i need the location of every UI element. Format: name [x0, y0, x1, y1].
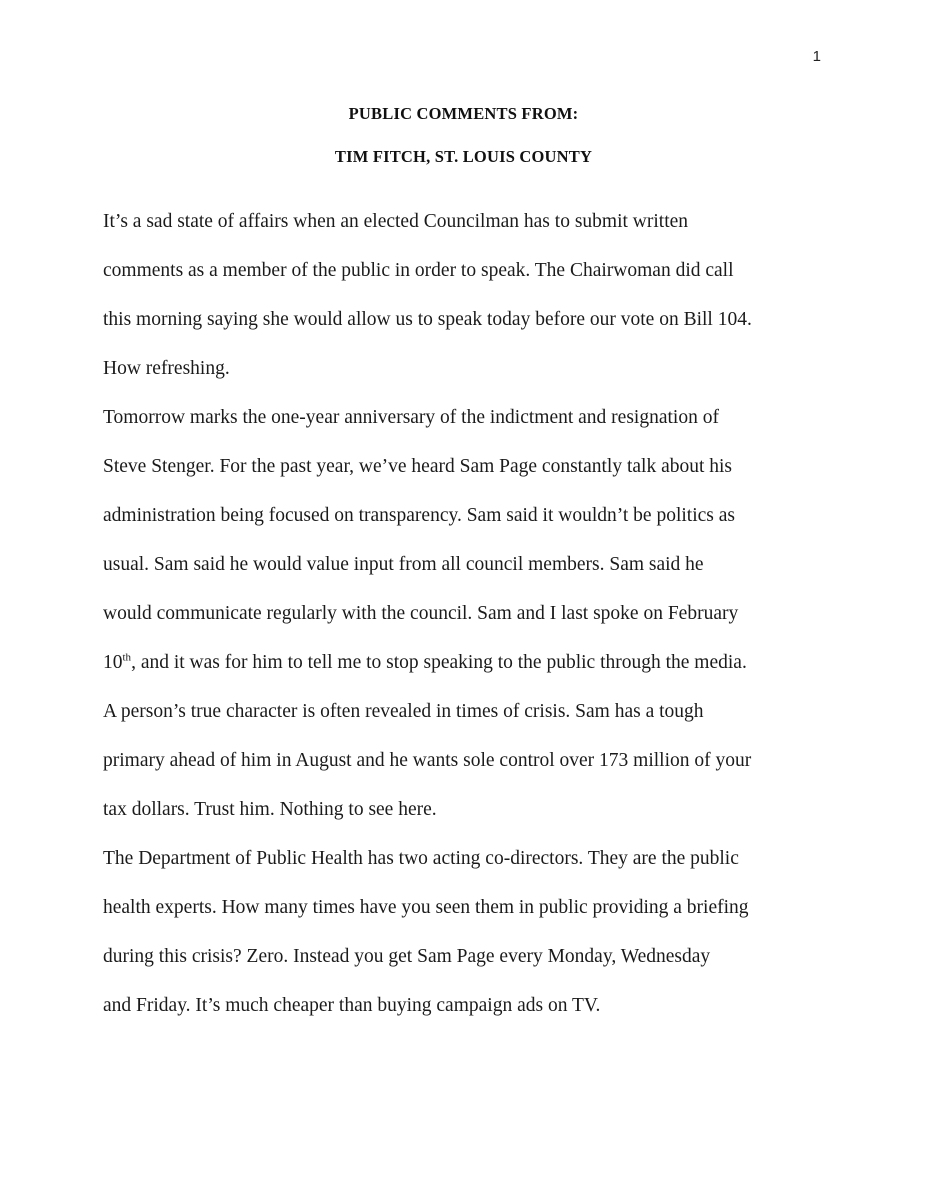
body-line: A person’s true character is often revealed in times of crisis. Sam has a tough [103, 701, 704, 722]
document-title: PUBLIC COMMENTS FROM: [348, 104, 579, 123]
body-line: comments as a member of the public in order to speak. The Chairwoman did call [103, 260, 734, 281]
document-body [103, 197, 833, 1030]
body-line: during this crisis? Zero. Instead you get Sam Page every Monday, Wednesday [103, 946, 711, 967]
body-line [103, 638, 833, 687]
body-line: It’s a sad state of affairs when an elected Councilman has to submit written [103, 211, 689, 232]
body-line: this morning saying she would allow us to speak today before our vote on Bill 104. [103, 309, 752, 330]
body-line: usual. Sam said he would value input from all council members. Sam said he [103, 554, 704, 575]
body-line: How refreshing. [103, 358, 230, 379]
page-number: 1 [812, 48, 821, 65]
body-line: would communicate regularly with the council. Sam and I last spoke on February [103, 603, 739, 624]
body-line: health experts. How many times have you seen them in public providing a briefing [103, 897, 749, 918]
body-line: Steve Stenger. For the past year, we’ve heard Sam Page constantly talk about his [103, 456, 733, 477]
body-line: administration being focused on transparency. Sam said it wouldn’t be politics as [103, 505, 735, 526]
body-line: The Department of Public Health has two acting co-directors. They are the public [103, 848, 739, 869]
document-subtitle: TIM FITCH, ST. LOUIS COUNTY [334, 147, 593, 166]
body-line-rest: , and it was for him to tell me to stop speaking to the public through the media. [131, 652, 747, 673]
date-day: 10 [103, 652, 123, 673]
body-line: Tomorrow marks the one-year anniversary of the indictment and resignation of [103, 407, 719, 428]
body-line: and Friday. It’s much cheaper than buying campaign ads on TV. [103, 995, 601, 1016]
body-line: tax dollars. Trust him. Nothing to see here. [103, 799, 437, 820]
ordinal-suffix: th [122, 651, 132, 664]
body-line: primary ahead of him in August and he wants sole control over 173 million of your [103, 750, 752, 771]
